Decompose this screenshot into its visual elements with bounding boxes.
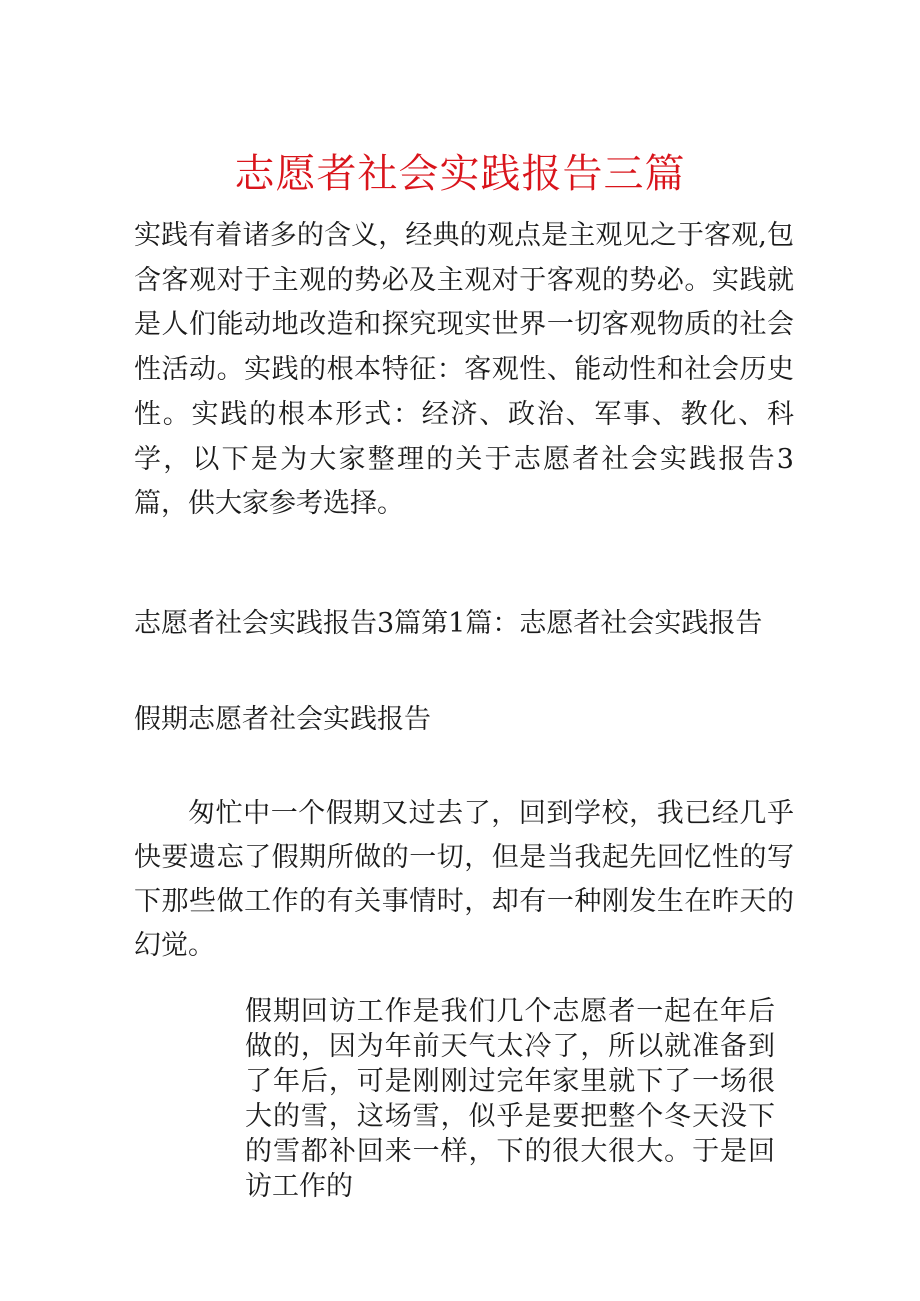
intro-paragraph [134,214,794,527]
sub-heading: 假期志愿者社会实践报告 [134,704,431,735]
intro-text: 实践有着诸多的含义，经典的观点是主观见之于客观,包含客观对于主观的势必及主观对于客观的势必。实践就是人们能动地改造和探究现实世界一切客观物质的社会性活动。实践的根本特征：客观性、能动性和社会历史性。实践的根本形式：经济、政治、军事、教化、科学，以下是为大家整理的关于志愿者社会实践报告3篇，供大家参考选择。 [134,220,794,520]
body-paragraph-2: 假期回访工作是我们几个志愿者一起在年后做的，因为年前天气太冷了，所以就准备到了年后，可是刚刚过完年家里就下了一场很大的雪，这场雪，似乎是要把整个冬天没下的雪都补回来一样，下的很大很大。于是回访工作的 [245,996,775,1202]
body-paragraph-1: 匆忙中一个假期又过去了，回到学校，我已经几乎快要遗忘了假期所做的一切，但是当我起先回忆性的写下那些做工作的有关事情时，却有一种刚发生在昨天的幻觉。 [134,798,794,961]
section-heading: 志愿者社会实践报告3篇第1篇：志愿者社会实践报告 [134,608,763,639]
document-title: 志愿者社会实践报告三篇 [234,151,686,197]
